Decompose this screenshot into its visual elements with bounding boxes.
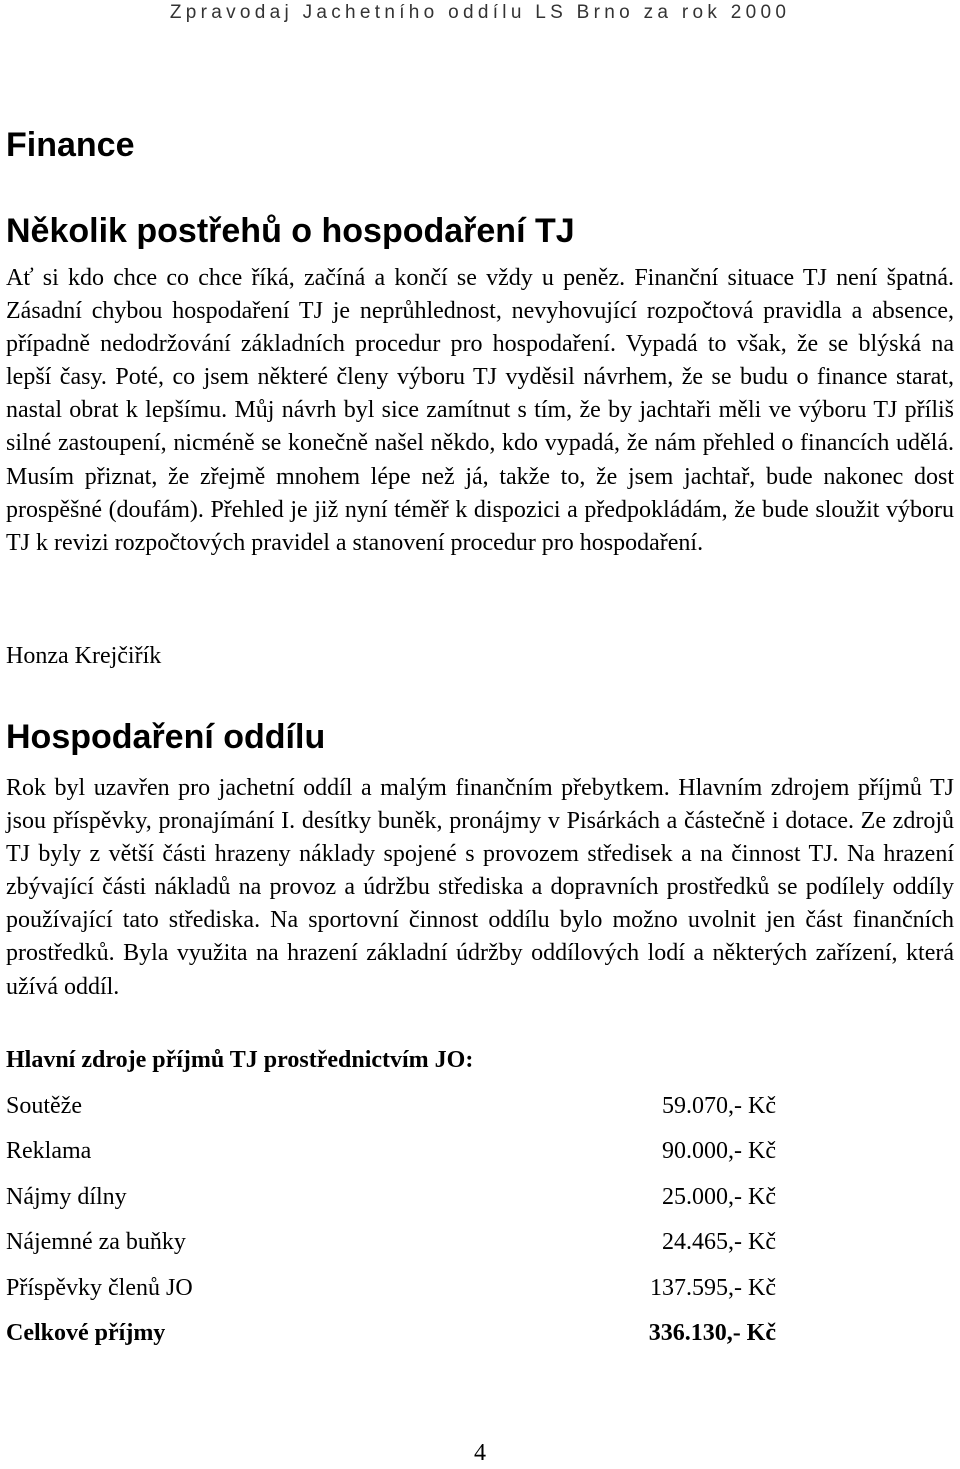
income-amount: 24.465,- Kč bbox=[662, 1229, 776, 1256]
income-total-row bbox=[6, 1320, 776, 1365]
income-amount: 59.070,- Kč bbox=[662, 1093, 776, 1119]
income-label: Nájemné za buňky bbox=[6, 1229, 186, 1256]
section-title: Finance bbox=[6, 126, 135, 164]
income-label: Reklama bbox=[6, 1138, 92, 1165]
income-row bbox=[6, 1184, 776, 1229]
article-body-hospodareni: Rok byl uzavřen pro jachetní oddíl a malým finančním přebytkem. Hlavním zdrojem příjmů TJ jsou příspěvky, pronajímání I. desítky buněk, pronájmy v Pisárkách a částečně i dotace. Ze zdrojů TJ byly z větší části hrazeny náklady spojené s provozem středisek a na činnost TJ. Na hrazení zbývající části nákladů na provoz a údržbu střediska a dopravních prostředků se podílely oddíly používající tato střediska. Na sportovní činnost oddílu bylo možno uvolnit jen část finančních prostředků. Byla využita na hrazení základní údržby oddílových lodí a některých zařízení, která užívá oddíl. bbox=[6, 775, 954, 1000]
income-amount: 137.595,- Kč bbox=[650, 1274, 776, 1301]
income-row bbox=[6, 1138, 776, 1183]
income-row bbox=[6, 1229, 776, 1274]
income-table bbox=[6, 1093, 776, 1365]
income-heading: Hlavní zdroje příjmů TJ prostřednictvím JO: bbox=[6, 1047, 474, 1073]
income-row bbox=[6, 1275, 776, 1320]
running-header: Zpravodaj Jachetního oddílu LS Brno za rok 2000 bbox=[169, 2, 791, 23]
income-total-amount: 336.130,- Kč bbox=[648, 1319, 776, 1346]
article-author: Honza Krejčiřík bbox=[6, 643, 162, 669]
income-amount: 25.000,- Kč bbox=[662, 1183, 776, 1210]
article-body-postrehy: Ať si kdo chce co chce říká, začíná a končí se vždy u peněz. Finanční situace TJ není špatná. Zásadní chybou hospodaření TJ je neprůhlednost, nevyhovující rozpočtová pravidla a absence, případně nedodržování základních procedur pro hospodaření. Vypadá to však, že se blýská na lepší časy. Poté, co jsem některé členy výboru TJ vyděsil návrhem, že se budu o finance starat, nastal obrat k lepšímu. Můj návrh byl sice zamítnut s tím, že by jachtaři měli ve výboru TJ příliš silné zastoupení, nicméně se konečně našel někdo, kdo vypadá, že nám přehled o financích udělá. Musím přiznat, že zřejmě mnohem lépe než já, takže to, že jsem jachtař, bude nakonec dost prospěšné (doufám). Přehled je již nyní téměř k dispozici a předpokládám, že bude sloužit výboru TJ k revizi rozpočtových pravidel a stanovení procedur pro hospodaření. bbox=[6, 265, 954, 556]
income-label: Soutěže bbox=[6, 1093, 82, 1119]
income-label: Nájmy dílny bbox=[6, 1183, 127, 1210]
income-row bbox=[6, 1093, 776, 1138]
article-title-postrehy: Několik postřehů o hospodaření TJ bbox=[6, 212, 575, 250]
page-number: 4 bbox=[474, 1440, 486, 1466]
income-amount: 90.000,- Kč bbox=[662, 1138, 776, 1165]
income-label: Příspěvky členů JO bbox=[6, 1274, 193, 1301]
income-total-label: Celkové příjmy bbox=[6, 1319, 166, 1346]
article-title-hospodareni: Hospodaření oddílu bbox=[6, 718, 326, 756]
